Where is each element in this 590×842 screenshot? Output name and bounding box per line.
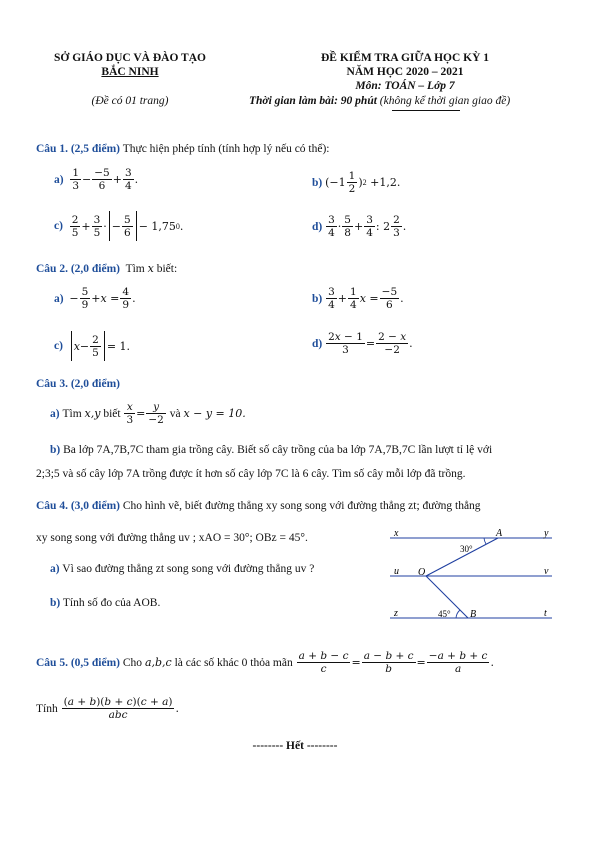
label-z: z [394, 608, 398, 619]
q1-d: d) $\frac{3}{4}$ · $\frac{5}{8}$ + $\frac{3}{4}$ : 2 $\frac{2}{3}$ . [312, 214, 407, 239]
q4-line1: Câu 4. (3,0 điểm) Cho hình vẽ, biết đường thẳng xy song song với đường thẳng zt; đường thẳng [36, 500, 481, 512]
end-marker: -------- Hết -------- [252, 740, 338, 752]
q1-a: a) $\frac{1}{3}$ − $\frac{-5}{6}$ + $\frac{3}{4}$ . [54, 167, 139, 192]
q1-heading: Câu 1. (2,5 điểm) Thực hiện phép tính (tính hợp lý nếu có thể): [36, 143, 330, 155]
q3-heading: Câu 3. (2,0 điểm) [36, 378, 121, 390]
q2-d: d) $\frac{2x - 1}{3}$ = $\frac{2 - x}{-2}$ . [312, 331, 413, 356]
label-v: v [544, 566, 549, 577]
q4-figure [380, 528, 560, 628]
label-o: O [418, 567, 426, 578]
label-t: t [544, 608, 547, 619]
angle-arc-a [484, 538, 486, 544]
q1-c: c) $\frac{2}{5}$ + $\frac{3}{5}$ · − $\frac{5}{6}$ − 1,75 0 . [54, 211, 183, 241]
q4-line2: xy song song với đường thẳng uv ; xAO = 30°; OBz = 45°. [36, 532, 308, 544]
label-y: y [544, 528, 549, 539]
label-angle-30: 30° [460, 544, 473, 554]
label-a: A [496, 528, 503, 539]
header-province: BẮC NINH [101, 66, 159, 78]
label-b: B [470, 609, 477, 620]
q1-b: b) (−1 $\frac{1}{2}$ ) 2 +1,2. [312, 170, 401, 195]
header-department: SỞ GIÁO DỤC VÀ ĐÀO TẠO [54, 52, 206, 64]
header-school-year: NĂM HỌC 2020 – 2021 [346, 66, 464, 78]
label-x: x [394, 528, 399, 539]
q4-b: b) Tính số đo của AOB. [50, 597, 161, 609]
q2-a: a) − $\frac{5}{9}$ + x = $\frac{4}{9}$ . [54, 286, 136, 311]
q3-a: a) Tìm x,y biết $\frac{x}{3}$ = $\frac{y}{-2}$ và x − y = 10. [50, 401, 246, 426]
q5-line1: Câu 5. (0,5 điểm) Cho a,b,c là các số khác 0 thỏa mãn $\frac{a + b - c}{c}$ = $\frac{a - b + c}{b}$ = $\frac{-a + b + c}{a}$ . [36, 650, 494, 675]
label-u: u [394, 566, 399, 577]
q5-line2: Tính $\frac{(a + b)(b + c)(c + a)}{\text{abc}}$ . [36, 696, 179, 721]
q3-b-line1: b) Ba lớp 7A,7B,7C tham gia trồng cây. Biết số cây trồng của ba lớp 7A,7B,7C lần lượt tỉ lệ với [50, 444, 493, 456]
q3-b-line2: 2;3;5 và số cây lớp 7A trồng được ít hơn số cây lớp 7C là 6 cây. Tìm số cây mỗi lớp đã trồng. [36, 468, 466, 480]
header-page-note: (Đề có 01 trang) [91, 95, 169, 107]
header-underline [392, 110, 460, 111]
label-angle-45: 45° [438, 609, 451, 619]
header-exam-title: ĐỀ KIỂM TRA GIỮA HỌC KỲ 1 [320, 52, 490, 64]
q4-a: a) Vì sao đường thẳng zt song song với đường thẳng uv ? [50, 563, 315, 575]
header-subject: Môn: TOÁN – Lớp 7 [355, 80, 455, 92]
q2-c: c) x − $\frac{2}{5}$ = 1. [54, 331, 130, 361]
q2-heading: Câu 2. (2,0 điểm) Tìm x biết: [36, 262, 178, 275]
header-time: Thời gian làm bài: 90 phút (không kể thời gian giao đề) [249, 95, 511, 107]
q2-b: b) $\frac{3}{4}$ + $\frac{1}{4}$ x = $\frac{-5}{6}$ . [312, 286, 404, 311]
angle-arc-b [456, 610, 460, 618]
